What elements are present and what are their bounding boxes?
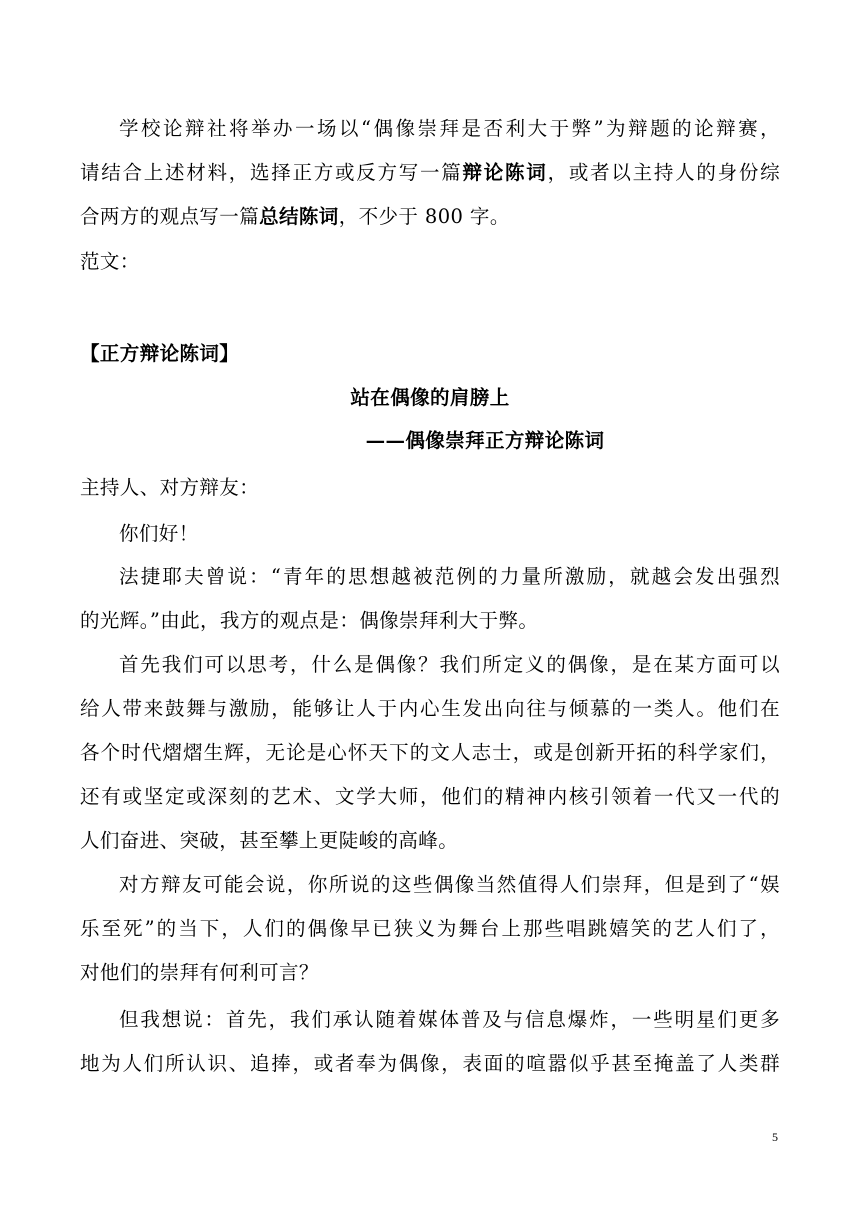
intro-line-2 bbox=[80, 159, 780, 187]
page-number: 5 bbox=[772, 1130, 778, 1144]
intro-line-3-tail: ，不少于 800 字。 bbox=[338, 205, 510, 228]
summary-statement-emphasis: 总结陈词 bbox=[259, 205, 339, 228]
essay-line: 但我想说：首先，我们承认随着媒体普及与信息爆炸，一些明星们更多 bbox=[119, 1008, 780, 1031]
essay-line: 给人带来鼓舞与激励，能够让人于内心生发出向往与倾慕的一类人。他们在 bbox=[80, 697, 780, 720]
essay-line: 对他们的崇拜有何利可言？ bbox=[80, 961, 319, 984]
essay-line: 地为人们所认识、追捧，或者奉为偶像，表面的喧嚣似乎甚至掩盖了人类群 bbox=[80, 1052, 780, 1075]
intro-line-2-tail: ，或者以主持人的身份综 bbox=[547, 161, 780, 184]
intro-line-2-text: 请结合上述材料，选择正方或反方写一篇 bbox=[80, 161, 463, 184]
essay-line: 各个时代熠熠生辉，无论是心怀天下的文人志士，或是创新开拓的科学家们， bbox=[80, 741, 780, 764]
essay-line: 人们奋进、突破，甚至攀上更陡峻的高峰。 bbox=[80, 829, 459, 852]
essay-title: 站在偶像的肩膀上 bbox=[350, 386, 510, 409]
greeting: 你们好！ bbox=[119, 522, 199, 545]
sample-label: 范文： bbox=[80, 250, 140, 273]
essay-line: 对方辩友可能会说，你所说的这些偶像当然值得人们崇拜，但是到了“娱 bbox=[119, 873, 780, 896]
intro-line-1: 学校论辩社将举办一场以“偶像崇拜是否利大于弊”为辩题的论辩赛， bbox=[119, 117, 780, 140]
essay-line: 首先我们可以思考，什么是偶像？我们所定义的偶像，是在某方面可以 bbox=[119, 653, 780, 676]
essay-line: 还有或坚定或深刻的艺术、文学大师，他们的精神内核引领着一代又一代的 bbox=[80, 785, 780, 808]
essay-line: 法捷耶夫曾说：“青年的思想越被范例的力量所激励，就越会发出强烈 bbox=[119, 565, 780, 588]
intro-line-3-text: 合两方的观点写一篇 bbox=[80, 205, 260, 228]
essay-line: 乐至死”的当下，人们的偶像早已狭义为舞台上那些唱跳嬉笑的艺人们了， bbox=[80, 917, 780, 940]
debate-statement-emphasis: 辩论陈词 bbox=[462, 161, 548, 184]
essay-line: 的光辉。”由此，我方的观点是：偶像崇拜利大于弊。 bbox=[80, 609, 539, 632]
intro-line-3 bbox=[80, 203, 780, 231]
section-tag: 【正方辩论陈词】 bbox=[80, 342, 240, 365]
essay-subtitle: ——偶像崇拜正方辩论陈词 bbox=[365, 429, 605, 452]
salutation: 主持人、对方辩友： bbox=[80, 476, 260, 499]
